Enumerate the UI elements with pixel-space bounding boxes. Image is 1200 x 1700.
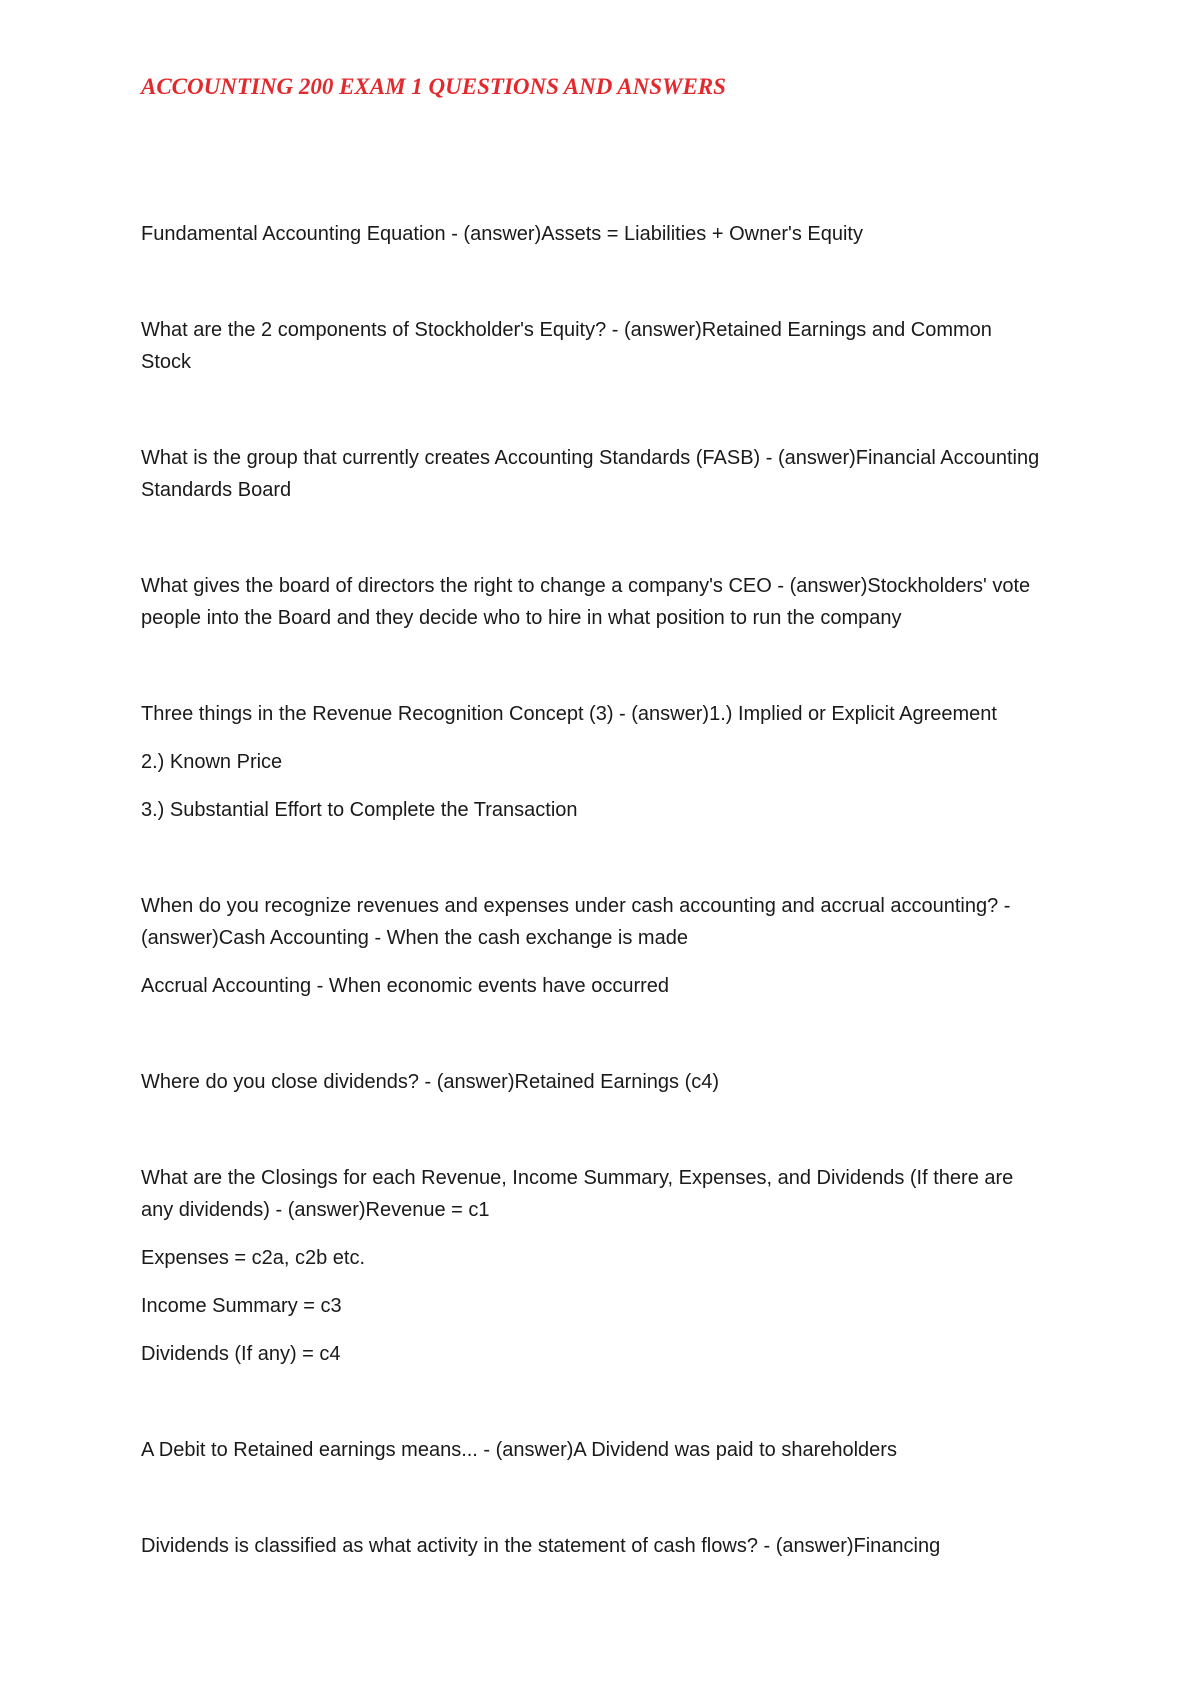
qa-text: A Debit to Retained earnings means... - (answer)A Dividend was paid to shareholders: [141, 1439, 897, 1461]
qa-item-5: [141, 698, 1041, 826]
qa-item-10: [141, 1530, 1041, 1562]
qa-text: What gives the board of directors the right to change a company's CEO - (answer)Stockholders' vote people into the Board and they decide who to hire in what position to run the company: [141, 575, 1031, 629]
qa-item-2: [141, 314, 1041, 378]
qa-text: Three things in the Revenue Recognition Concept (3) - (answer)1.) Implied or Explicit Agreement: [141, 703, 997, 725]
qa-continuation-line: 2.) Known Price: [141, 751, 283, 773]
qa-continuation-line: 3.) Substantial Effort to Complete the Transaction: [141, 799, 578, 821]
qa-item-9: [141, 1434, 1041, 1466]
qa-text: What are the 2 components of Stockholder's Equity? - (answer)Retained Earnings and Common Stock: [141, 319, 992, 373]
qa-item-4: [141, 570, 1041, 634]
qa-continuation-line: Accrual Accounting - When economic events have occurred: [141, 975, 670, 997]
qa-item-1: [141, 218, 1041, 250]
qa-item-3: [141, 442, 1041, 506]
qa-continuation-line: Expenses = c2a, c2b etc.: [141, 1247, 366, 1269]
qa-text: What is the group that currently creates Accounting Standards (FASB) - (answer)Financial Accounting Standards Board: [141, 447, 1040, 501]
qa-continuation-line: Dividends (If any) = c4: [141, 1343, 341, 1365]
qa-item-8: [141, 1162, 1041, 1370]
qa-continuation-line: Income Summary = c3: [141, 1295, 342, 1317]
qa-text: What are the Closings for each Revenue, Income Summary, Expenses, and Dividends (If there are any dividends) - (answer)Revenue = c1: [141, 1167, 1014, 1221]
qa-text: Fundamental Accounting Equation - (answer)Assets = Liabilities + Owner's Equity: [141, 223, 863, 245]
qa-item-6: [141, 890, 1041, 1002]
document-title: ACCOUNTING 200 EXAM 1 QUESTIONS AND ANSWERS: [141, 74, 726, 99]
qa-text: Dividends is classified as what activity in the statement of cash flows? - (answer)Financing: [141, 1535, 941, 1557]
qa-text: When do you recognize revenues and expenses under cash accounting and accrual accounting? - (answer)Cash Accounting - When the cash exchange is made: [141, 895, 1011, 949]
qa-text: Where do you close dividends? - (answer)Retained Earnings (c4): [141, 1071, 720, 1093]
qa-item-7: [141, 1066, 1041, 1098]
qa-list: [141, 218, 1041, 1626]
